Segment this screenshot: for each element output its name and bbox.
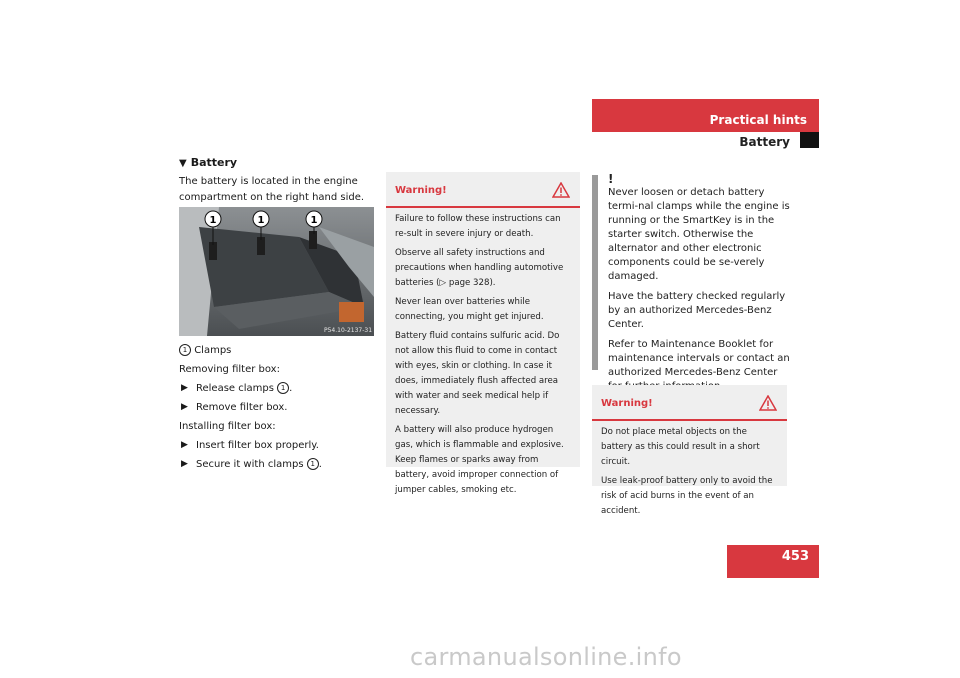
note-paragraph: Refer to Maintenance Booklet for maintenance intervals or contact an authorized Mercedes-Benz Center <box>608 339 790 378</box>
removing-step-2-text: Remove filter box. <box>196 402 288 413</box>
warning-body <box>386 208 580 508</box>
warning-triangle-icon <box>552 182 570 198</box>
installing-step-1 <box>179 436 379 455</box>
warning-header <box>386 172 580 208</box>
intro-text: The battery is located in the engine compartment on the right hand side. <box>179 176 365 203</box>
header-subsection-title: Battery <box>739 135 790 149</box>
warning-triangle-icon <box>759 395 777 411</box>
removing-step-2 <box>179 398 379 417</box>
callout-1c-label: 1 <box>310 215 318 226</box>
removing-title: Removing filter box: <box>179 364 280 375</box>
warning-title: Warning! <box>395 185 447 196</box>
warning-paragraph: Do not place metal objects on the battery as this could result in a short circuit. <box>601 427 760 467</box>
warning-paragraph: Battery fluid contains sulfuric acid. Do not allow this fluid to come in contact with eyes, skin or clothing. In case it does, immediately flush affected area with water and seek medical help if necessary. <box>395 331 560 416</box>
warning-box-2 <box>592 385 787 516</box>
header-section-box <box>592 99 819 132</box>
warning-box-1 <box>386 172 580 495</box>
note-block <box>608 172 790 400</box>
note-paragraph: Have the battery checked regularly by an authorized Mercedes-Benz Center. <box>608 291 786 330</box>
battery-photo-illustration <box>179 207 374 336</box>
exclamation-icon: ! <box>608 172 614 186</box>
note-paragraph: Never loosen or detach battery termi-nal clamps while the engine is running or the SmartKey is in the starter switch. Otherwise the alternator and other electronic components could be se-verely damaged. <box>608 187 790 282</box>
warning-body <box>592 421 787 529</box>
installing-step-2-text: Secure it with clamps <box>196 459 304 470</box>
section-title <box>179 156 237 169</box>
section-title-text: Battery <box>190 156 238 169</box>
callout-1a-label: 1 <box>209 215 217 226</box>
callout-number-icon: 1 <box>307 458 319 470</box>
watermark: carmanualsonline.info <box>410 643 682 671</box>
page-number: 453 <box>727 545 819 578</box>
warning-paragraph: Observe all safety instructions and precautions when handling automotive batteries (▷ page 328). <box>395 248 564 288</box>
legend-line <box>179 341 379 360</box>
warning-header <box>592 385 787 421</box>
instructions <box>179 341 379 474</box>
legend-text: Clamps <box>194 345 232 356</box>
warning-paragraph: A battery will also produce hydrogen gas, which is flammable and explosive. Keep flames or sparks away from battery, avoid improper connection of jumper cables, smoking etc. <box>395 425 564 495</box>
installing-title: Installing filter box: <box>179 421 276 432</box>
removing-step-1: ▶ Release clamps 1 . <box>179 379 379 398</box>
callout-number-icon: 1 <box>277 382 289 394</box>
warning-paragraph: Use leak-proof battery only to avoid the risk of acid burns in the event of an accident. <box>601 476 773 516</box>
note-bar <box>592 175 598 370</box>
callout-1b-label: 1 <box>257 215 265 226</box>
warning-paragraph: Never lean over batteries while connecting, you might get injured. <box>395 297 544 322</box>
warning-title: Warning! <box>601 398 653 409</box>
photo-code: P54.10-2137-31 <box>324 327 373 334</box>
installing-step-1-text: Insert filter box properly. <box>196 440 319 451</box>
arrow-right-icon: ▶ <box>181 383 188 393</box>
arrow-right-icon: ▶ <box>181 440 188 450</box>
installing-step-2: ▶ Secure it with clamps 1 . <box>179 455 379 474</box>
warning-paragraph: Failure to follow these instructions can re-sult in severe injury or death. <box>395 214 561 239</box>
callout-number-icon: 1 <box>179 344 191 356</box>
triangle-down-icon: ▼ <box>179 158 187 169</box>
arrow-right-icon: ▶ <box>181 402 188 412</box>
header-marker <box>800 132 819 148</box>
removing-step-1-text: Release clamps <box>196 383 274 394</box>
battery-photo <box>179 207 374 336</box>
arrow-right-icon: ▶ <box>181 459 188 469</box>
header-section-title: Practical hints <box>709 113 807 127</box>
